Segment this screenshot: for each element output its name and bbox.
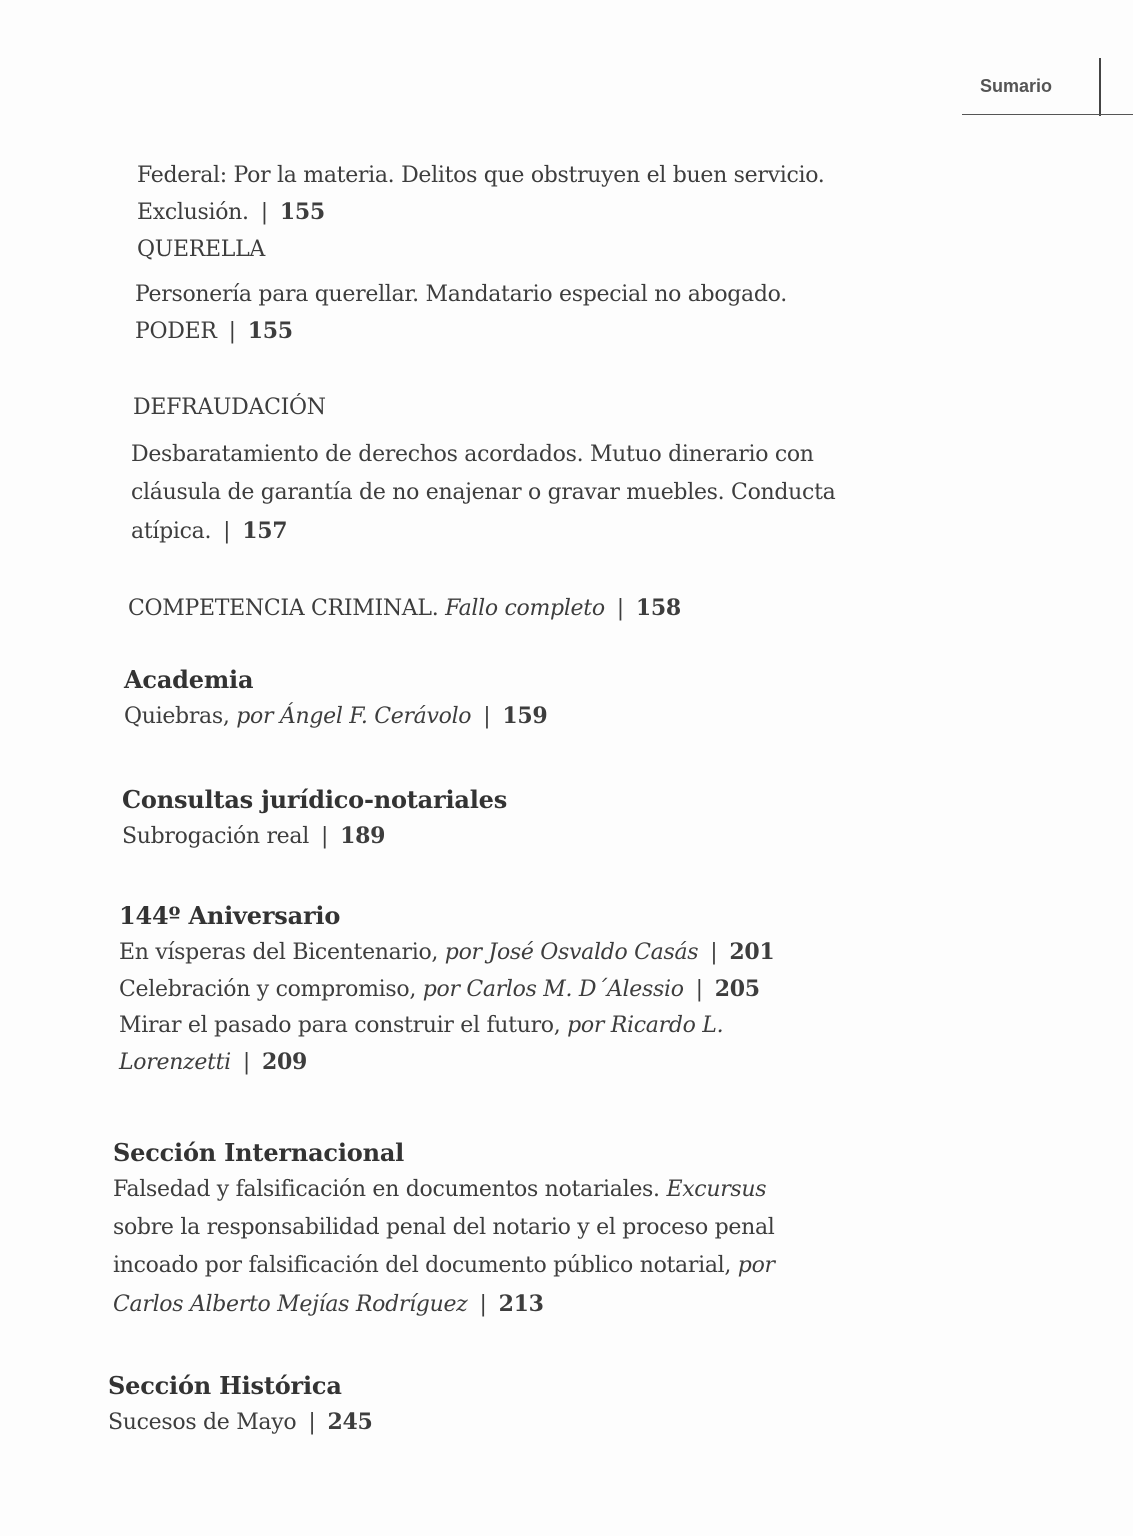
toc-entry-competencia (128, 590, 681, 627)
section-historica (108, 1368, 372, 1441)
entry-line (113, 1247, 775, 1285)
running-header-title: Sumario (980, 76, 1053, 96)
entry-text: COMPETENCIA CRIMINAL. (128, 596, 439, 621)
toc-label-defraudacion (133, 390, 326, 426)
entry-text: Mirar el pasado para construir el futuro, (119, 1013, 561, 1038)
entry-line (131, 512, 835, 551)
entry-author: por Ricardo L. (567, 1013, 724, 1038)
entry-line: sobre la responsabilidad penal del notario y el proceso penal (113, 1215, 775, 1240)
entry-text: atípica. (131, 519, 212, 544)
entry-italic: Excursus (666, 1177, 767, 1202)
entry-line: Federal: Por la materia. Delitos que obstruyen el buen servicio. (137, 163, 825, 188)
entry-text: Exclusión. (137, 200, 249, 225)
entry-line (119, 1008, 774, 1044)
entry-text: Subrogación real (122, 824, 309, 849)
entry-author: por Ángel F. Cerávolo (236, 704, 472, 729)
separator: | (616, 596, 624, 621)
page-number: 245 (327, 1409, 373, 1435)
page-number: 155 (279, 199, 325, 225)
page-number: 157 (242, 518, 288, 544)
entry-author: por José Osvaldo Casás (444, 940, 699, 965)
section-aniversario (119, 898, 774, 1081)
section-heading: Sección Histórica (108, 1371, 342, 1400)
entry-line: Desbaratamiento de derechos acordados. Mutuo dinerario con (131, 442, 814, 467)
toc-entry (122, 818, 507, 855)
section-consultas (122, 782, 507, 855)
toc-entry (119, 934, 774, 971)
entry-line: DEFRAUDACIÓN (133, 395, 326, 420)
toc-entry-desbaratamiento (131, 436, 835, 551)
section-heading: Academia (124, 665, 254, 694)
page-number: 189 (340, 823, 386, 849)
toc-entry-personeria (135, 277, 787, 350)
separator: | (308, 1410, 316, 1435)
section-internacional (113, 1135, 775, 1324)
separator: | (320, 824, 329, 849)
toc-label-querella (137, 232, 265, 268)
page-number: 155 (247, 318, 293, 344)
toc-entry (113, 1171, 775, 1324)
page-number: 159 (502, 703, 548, 729)
entry-text: Falsedad y falsificación en documentos notariales. (113, 1177, 660, 1202)
entry-line (135, 313, 787, 350)
toc-entry (119, 1008, 774, 1081)
entry-line: cláusula de garantía de no enajenar o gravar muebles. Conducta (131, 480, 836, 505)
entry-text: En vísperas del Bicentenario, (119, 940, 439, 965)
entry-line (119, 1044, 774, 1081)
entry-line (113, 1171, 775, 1209)
separator: | (483, 704, 491, 729)
entry-text: Quiebras, (124, 704, 230, 729)
entry-italic: por (737, 1253, 775, 1278)
entry-italic: Fallo completo (445, 596, 605, 621)
section-academia (124, 662, 547, 735)
toc-entry (108, 1404, 372, 1441)
separator: | (260, 200, 268, 225)
entry-line: QUERELLA (137, 237, 265, 262)
page-number: 158 (635, 595, 681, 621)
toc-entry (124, 698, 547, 735)
separator: | (710, 940, 718, 965)
separator: | (695, 977, 703, 1002)
entry-author: Lorenzetti (119, 1050, 231, 1075)
page-number: 201 (729, 939, 775, 965)
section-heading: 144º Aniversario (119, 901, 341, 930)
entry-line (113, 1285, 775, 1324)
entry-line: Personería para querellar. Mandatario especial no abogado. (135, 282, 787, 307)
header-vertical-rule (1099, 58, 1101, 116)
page-number: 209 (262, 1049, 308, 1075)
separator: | (228, 319, 236, 344)
page-number: 205 (714, 976, 760, 1002)
header-horizontal-rule (962, 114, 1133, 115)
entry-author: Carlos Alberto Mejías Rodríguez (113, 1292, 468, 1317)
section-heading: Sección Internacional (113, 1138, 405, 1167)
entry-text: incoado por falsificación del documento público notarial, (113, 1253, 732, 1278)
entry-text: Celebración y compromiso, (119, 977, 417, 1002)
toc-entry (119, 971, 774, 1008)
entry-line (137, 194, 824, 231)
entry-text: Sucesos de Mayo (108, 1410, 297, 1435)
entry-line (128, 590, 681, 627)
separator: | (479, 1292, 487, 1317)
page-number: 213 (498, 1291, 544, 1317)
separator: | (223, 519, 231, 544)
separator: | (242, 1050, 251, 1075)
entry-text: PODER (135, 319, 217, 344)
toc-entry-federal (137, 158, 824, 231)
entry-author: por Carlos M. D´Alessio (422, 977, 684, 1002)
section-heading: Consultas jurídico-notariales (122, 785, 508, 814)
